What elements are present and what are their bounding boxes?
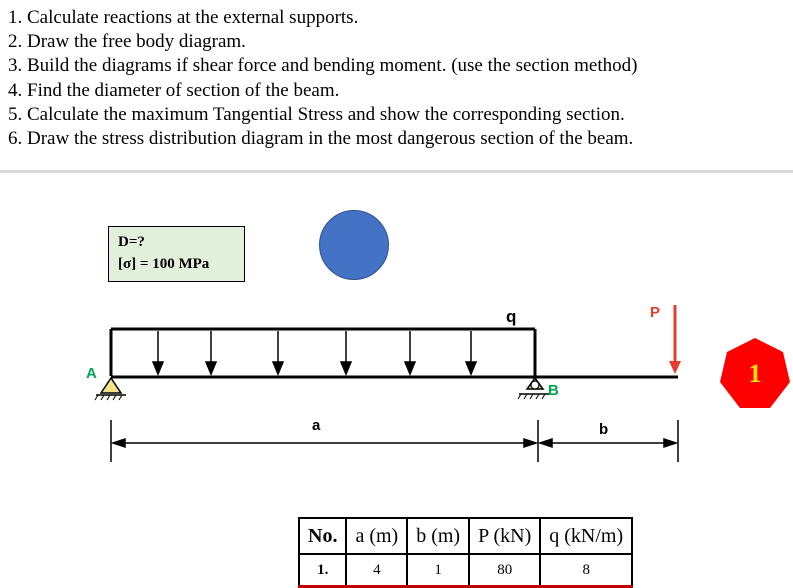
circular-cross-section [319, 210, 389, 280]
dimension-b [540, 439, 676, 447]
span-b-label: b [599, 421, 609, 438]
header-cell: q (kN/m) [540, 518, 632, 554]
dimension-extension-lines [111, 420, 678, 462]
row-cell: 8 [540, 554, 632, 587]
row-cell: 1 [407, 554, 469, 587]
table-row [299, 554, 632, 587]
row-cell: 4 [346, 554, 407, 587]
task-item: 6. Draw the stress distribution diagram in the most dangerous section of the beam. [8, 128, 634, 150]
row-cell: 80 [469, 554, 540, 587]
pin-support-a [95, 378, 126, 400]
row-cell: 1. [299, 554, 346, 587]
variant-badge-number: 1 [748, 359, 762, 388]
support-a-label: A [86, 365, 97, 382]
header-cell: No. [299, 518, 346, 554]
allowable-stress-label: [σ] = 100 MPa [118, 256, 210, 272]
span-a-label: a [312, 417, 321, 434]
roller-support-b [518, 378, 551, 399]
divider [0, 170, 793, 173]
load-arrows [153, 331, 476, 374]
parameter-table [298, 517, 633, 588]
load-label-q: q [506, 307, 517, 326]
force-p-arrow-head [669, 361, 681, 374]
table-header-row [299, 518, 632, 554]
diameter-label: D=? [118, 234, 145, 250]
header-cell: a (m) [346, 518, 407, 554]
task-list [8, 6, 637, 151]
task-item: 5. Calculate the maximum Tangential Stress and show the corresponding section. [8, 103, 625, 125]
force-label-p: P [650, 304, 661, 321]
header-cell: b (m) [407, 518, 469, 554]
given-data-box [108, 226, 245, 282]
task-item: 3. Build the diagrams if shear force and bending moment. (use the section method) [8, 55, 638, 77]
task-item: 4. Find the diameter of section of the beam. [8, 79, 340, 101]
task-item: 1. Calculate reactions at the external supports. [8, 7, 359, 28]
task-item: 2. Draw the free body diagram. [8, 31, 246, 53]
dimension-a [113, 439, 536, 447]
support-b-label: B [548, 382, 559, 399]
beam-diagram [0, 290, 793, 470]
header-cell: P (kN) [469, 518, 540, 554]
